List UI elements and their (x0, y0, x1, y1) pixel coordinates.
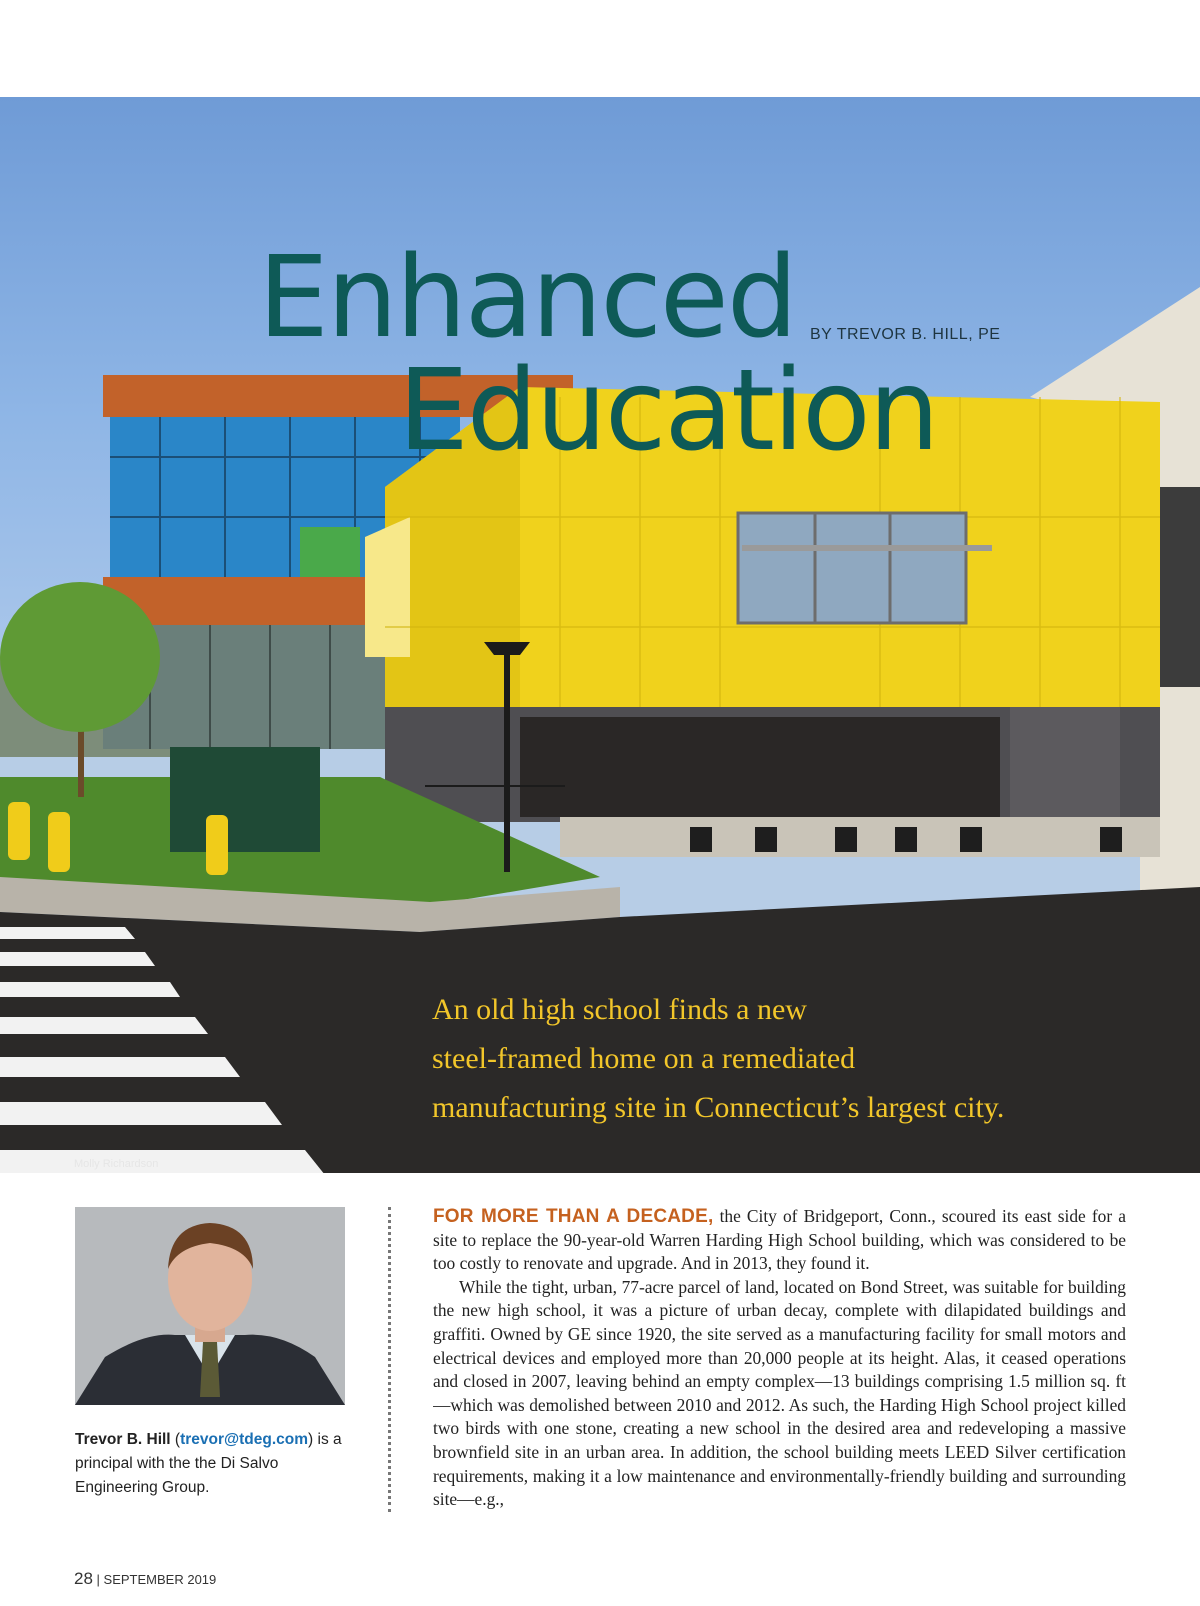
author-description: is a principal with the the Di Salvo Engineering Group. (75, 1431, 342, 1496)
folio-separator: | (96, 1572, 104, 1587)
paragraph-text: the City of Bridgeport, Conn., scoured its east side for a site to replace the 90-year-old Warren Harding High School building, which was considered to be too costly to renovate and upgrade. And in 2013, they found it. (433, 1206, 1126, 1274)
author-headshot (75, 1207, 345, 1405)
deck-line: manufacturing site in Connecticut’s largest city. (432, 1091, 1005, 1124)
page-folio (74, 1569, 216, 1589)
headline-line-1: Enhanced (258, 233, 796, 363)
article-paragraph: While the tight, urban, 77-acre parcel of land, located on Bond Street, was suitable for building the new high school, it was a picture of urban decay, complete with dilapidated buildings and graffiti. Owned by GE since 1920, the site served as a manufacturing facility for small motors and electrical devices and employed more than 20,000 people at its height. Alas, it ceased operations and closed in 2007, leaving behind an empty complex—13 buildings comprising 1.5 million sq. ft—which was demolished between 2010 and 2012. As such, the Harding High School project killed two birds with one stone, creating a new school in the desired area and redeveloping a massive brownfield site in an urban area. In addition, the school building meets LEED Silver certification requirements, making it a low maintenance and environmentally-friendly building and surrounding site—e.g., (433, 1276, 1126, 1510)
deck-subheadline (432, 985, 1112, 1132)
photo-credit: Molly Richardson (74, 1158, 159, 1170)
transformer-box (170, 747, 320, 852)
dotted-divider (388, 1207, 391, 1512)
issue-date: SEPTEMBER 2019 (103, 1572, 217, 1587)
deck-line: An old high school finds a new (432, 993, 807, 1026)
author-name: Trevor B. Hill (75, 1431, 171, 1448)
byline: BY TREVOR B. HILL, PE (810, 326, 1001, 343)
author-email-link[interactable]: trevor@tdeg.com (180, 1431, 309, 1448)
article-paragraph (433, 1205, 1126, 1276)
author-bio: Trevor B. Hill (trevor@tdeg.com) is a principal with the the Di Salvo Engineering Group. (75, 1431, 342, 1496)
headline-line-2: Education (398, 346, 938, 476)
article-body (433, 1205, 1126, 1512)
lead-in: FOR MORE THAN A DECADE, (433, 1206, 714, 1227)
page-number: 28 (74, 1569, 93, 1588)
deck-line: steel-framed home on a remediated (432, 1042, 856, 1075)
